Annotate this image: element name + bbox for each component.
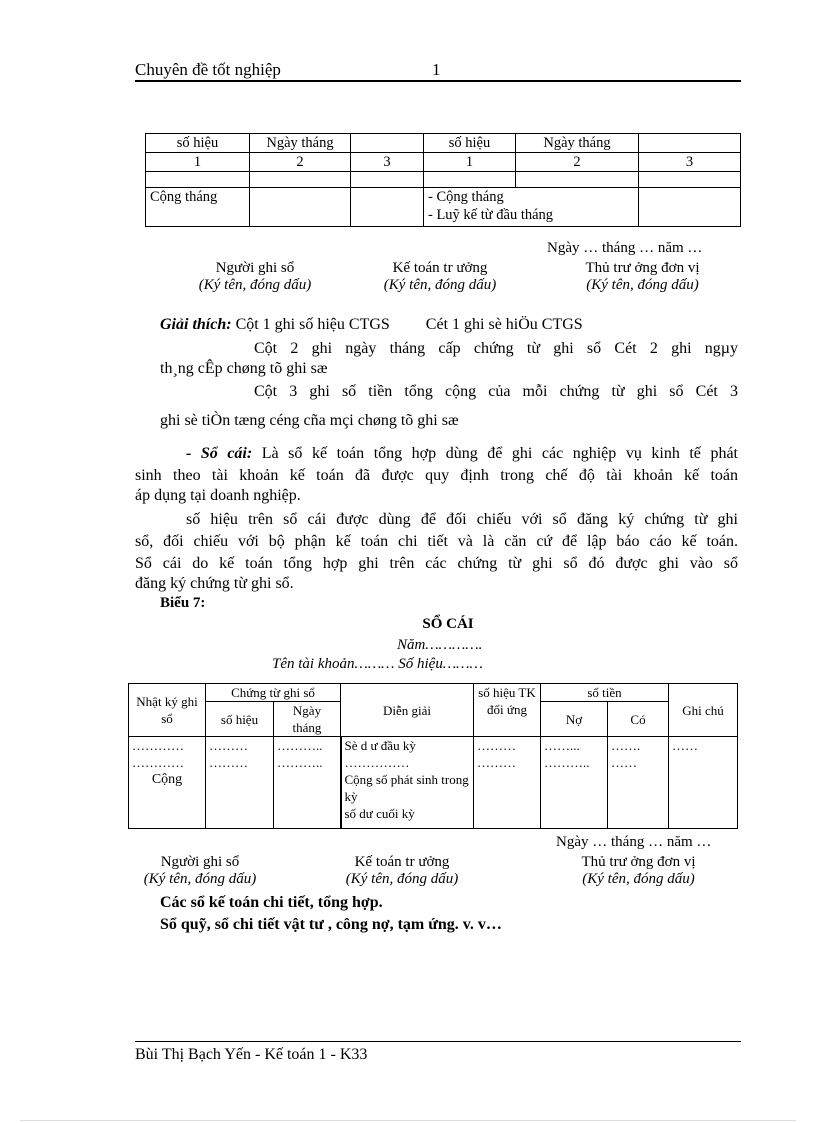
col-ghi-chu [669, 737, 738, 829]
dots: ……… [209, 738, 248, 753]
explain-line-5: ghi sè tiÒn tæng céng cña mçi chøng tõ ghi sæ [160, 412, 459, 429]
page-edge [20, 1120, 796, 1121]
dots: ……. [611, 738, 641, 753]
socai-line-6: Sổ cái do kế toán tổng hợp ghi trên các chứng từ ghi sổ đó được ghi vào sổ [135, 555, 738, 572]
signer-title: Kế toán tr ưởng [392, 260, 488, 276]
signer-unit-head [560, 260, 725, 294]
socai-account: Tên tài khoản……… Số hiệu……… [272, 656, 483, 672]
dots: …… [672, 738, 698, 753]
dots: ……... [544, 738, 580, 753]
cong-label: Cộng [151, 772, 183, 787]
header-dien-giai: Diễn giải [341, 684, 474, 737]
cumulative-right: - Luỹ kế từ đầu tháng [428, 207, 554, 223]
signer-note: (Ký tên, đóng dấu) [198, 277, 312, 293]
signer-unit-head [556, 854, 721, 888]
socai-line-3: áp dụng tại doanh nghiệp. [135, 487, 301, 504]
signer-title: Thủ trư ởng đơn vị [581, 854, 696, 870]
signer-recorder [120, 854, 280, 888]
header-ghi-chu: Ghi chú [669, 684, 738, 737]
explain-line-1 [160, 316, 583, 334]
footer-rule [135, 1041, 741, 1042]
col-so-hieu [206, 737, 274, 829]
ledger-table-socai [128, 683, 738, 829]
bieu-label: Biểu 7: [160, 595, 206, 611]
signer-title: Thủ trư ởng đơn vị [585, 260, 700, 276]
col-number: 3 [639, 153, 741, 172]
header-tk-doi-ung: số hiệu TK đối ứng [474, 684, 541, 737]
total-arising: Cộng số phát sinh trong kỳ [344, 772, 469, 804]
header-co: Có [608, 702, 669, 737]
dots: ………… [132, 755, 184, 770]
signer-title: Người ghi sổ [160, 854, 240, 870]
col-tk-doi-ung [474, 737, 541, 829]
dots: ……… [477, 755, 516, 770]
col-number: 1 [146, 153, 250, 172]
explain-line-4: Cột 3 ghi số tiền tổng cộng của mỗi chứng từ ghi sổ Cét 3 [254, 383, 738, 400]
socai-text: Là sổ kế toán tổng hợp dùng để ghi các nghiệp vụ kinh tế phát [261, 445, 738, 462]
col-so-hieu-left: số hiệu [146, 134, 250, 153]
dots: …………… [344, 755, 410, 770]
socai-line-5: sổ, đối chiếu với bộ phận kế toán chi tiết và là căn cứ để lập báo cáo kế toán. [135, 533, 738, 550]
explain-line-3: th¸ng cÊp chøng tõ ghi sæ [160, 360, 328, 377]
dots: …… [611, 755, 637, 770]
signer-chief-accountant [360, 260, 520, 294]
date-line-2: Ngày … tháng … năm … [556, 834, 712, 850]
signer-note: (Ký tên, đóng dấu) [345, 871, 459, 887]
signer-note: (Ký tên, đóng dấu) [143, 871, 257, 887]
col-ngay-thang-right: Ngày tháng [516, 134, 639, 153]
explain-label: Giải thích: [160, 316, 232, 333]
header-title: Chuyên đề tốt nghiệp [135, 60, 281, 79]
socai-line-1 [186, 443, 738, 464]
col-number: 3 [351, 153, 424, 172]
total-month-label: Cộng tháng [146, 188, 250, 227]
col-number: 1 [424, 153, 516, 172]
col-no [541, 737, 608, 829]
signer-title: Người ghi sổ [215, 260, 295, 276]
col-number: 2 [250, 153, 351, 172]
signer-title: Kế toán tr ưởng [354, 854, 450, 870]
socai-line-2: sinh theo tài khoản kế toán đã được quy định trong chế độ tài khoản kế toán [135, 467, 738, 484]
socai-label: - Sổ cái: [186, 445, 253, 462]
signer-note: (Ký tên, đóng dấu) [582, 871, 695, 887]
explain-text: Cét 1 ghi sè hiÖu CTGS [425, 316, 583, 333]
col-nhat-ky [129, 737, 206, 829]
header-so-hieu: số hiệu [206, 702, 274, 737]
right-totals [424, 188, 639, 227]
dots: ……….. [544, 755, 590, 770]
page-number: 1 [432, 60, 441, 79]
header-nhat-ky: Nhật ký ghi sổ [129, 684, 206, 737]
closing-balance: số dư cuối kỳ [344, 806, 415, 821]
col-co [608, 737, 669, 829]
socai-line-7: đăng ký chứng từ ghi sổ. [135, 575, 294, 592]
header-ngay-thang: Ngày tháng [274, 702, 341, 737]
col-blank-right [639, 134, 741, 153]
signer-recorder [175, 260, 335, 294]
col-so-hieu-right: số hiệu [424, 134, 516, 153]
header-chung-tu: Chứng từ ghi sổ [206, 684, 341, 702]
col-ngay-thang [274, 737, 341, 829]
footer-text: Bùi Thị Bạch Yến - Kế toán 1 - K33 [135, 1046, 368, 1063]
dots: ……….. [277, 755, 323, 770]
col-ngay-thang-left: Ngày tháng [250, 134, 351, 153]
date-line-1: Ngày … tháng … năm … [547, 240, 703, 256]
col-dien-giai [341, 737, 474, 829]
socai-title: SỔ CÁI [422, 616, 474, 632]
socai-year: Năm…………. [397, 637, 483, 653]
dots: ……… [477, 738, 516, 753]
header-so-tien: số tiền [541, 684, 669, 702]
ledger-table-top [145, 133, 741, 227]
col-number: 2 [516, 153, 639, 172]
total-month-right: - Cộng tháng [428, 189, 504, 205]
header-rule [135, 80, 741, 82]
closing-line-2: Sổ quỹ, sổ chi tiết vật tư , công nợ, tạm ứng. v. v… [160, 916, 502, 933]
socai-line-4: số hiệu trên sổ cái được dùng để đối chiếu với sổ đăng ký chứng từ ghi [186, 511, 738, 528]
dots: ………… [132, 738, 184, 753]
signer-note: (Ký tên, đóng dấu) [586, 277, 699, 293]
col-blank-left [351, 134, 424, 153]
explain-line-2: Cột 2 ghi ngày tháng cấp chứng từ ghi sổ Cét 2 ghi ngµy [254, 340, 738, 357]
header-no: Nợ [541, 702, 608, 737]
closing-line-1: Các sổ kế toán chi tiết, tổng hợp. [160, 894, 383, 911]
signer-note: (Ký tên, đóng dấu) [383, 277, 497, 293]
dots: ……… [209, 755, 248, 770]
explain-text: Cột 1 ghi số hiệu CTGS [235, 316, 390, 333]
opening-balance: Sè d ư đầu kỳ [344, 738, 416, 753]
dots: ……….. [277, 738, 323, 753]
signer-chief-accountant [322, 854, 482, 888]
